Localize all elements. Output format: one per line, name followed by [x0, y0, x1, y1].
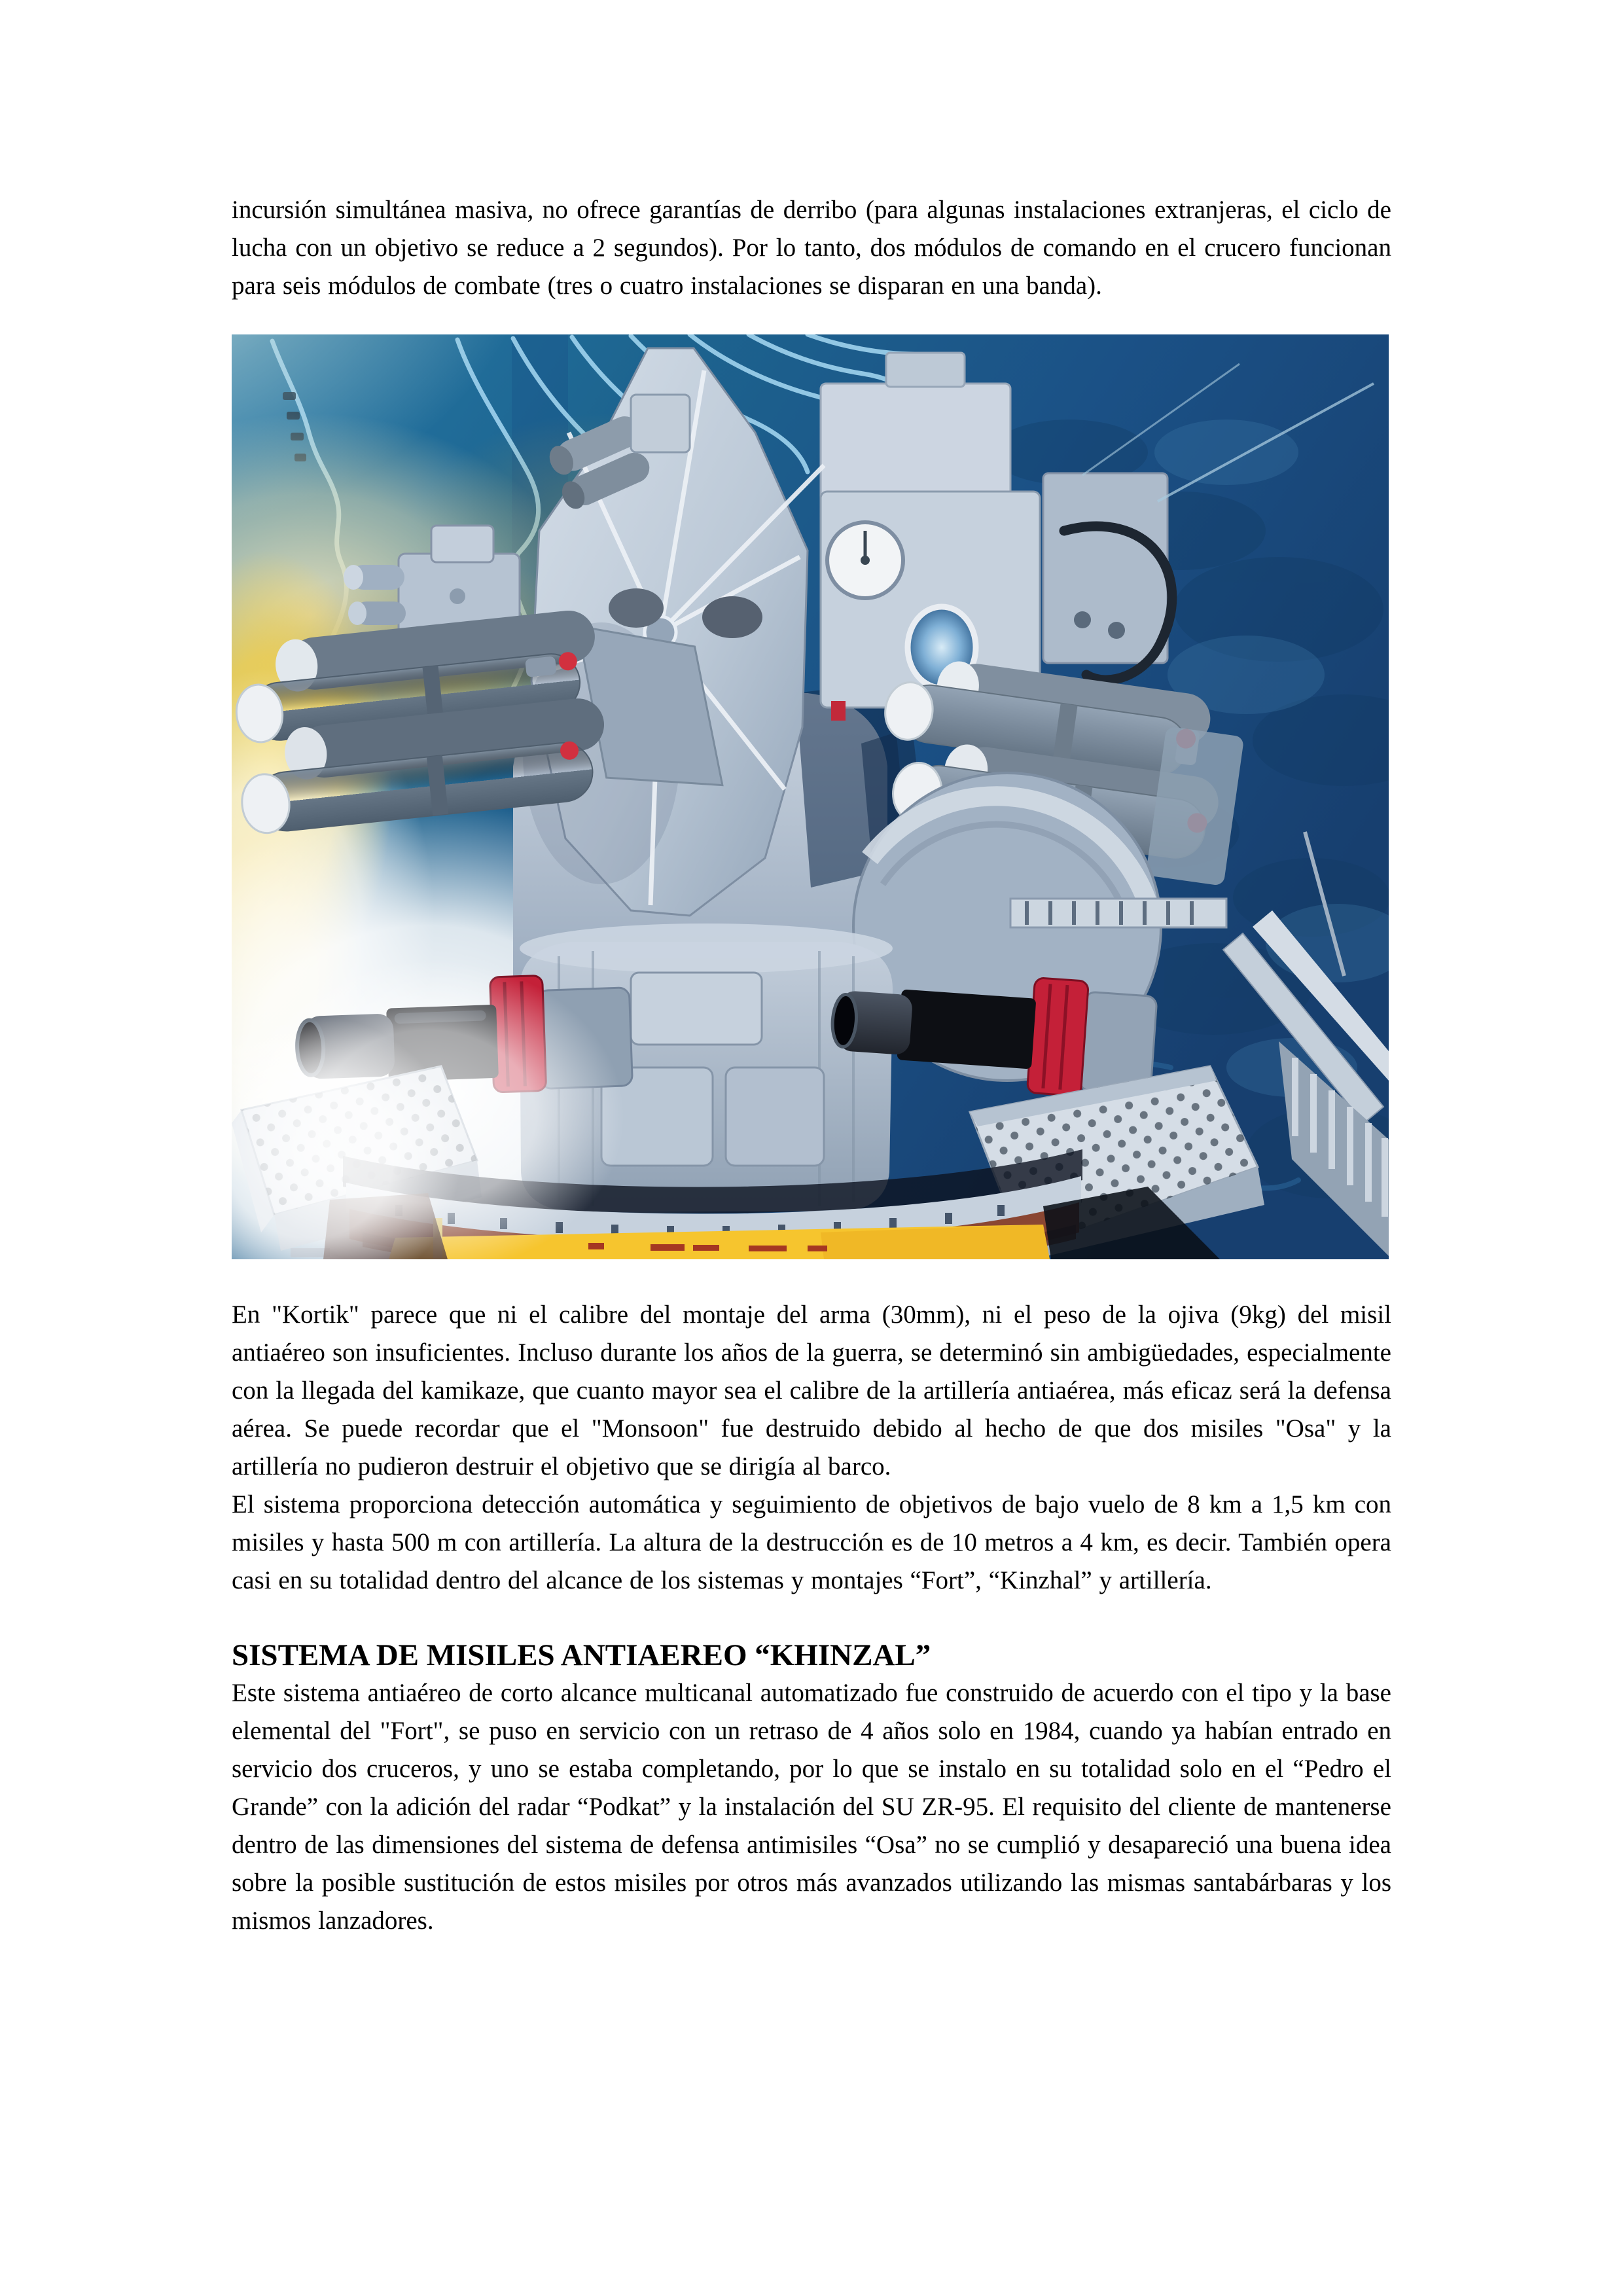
section-heading-khinzal: SISTEMA DE MISILES ANTIAEREO “KHINZAL” [232, 1638, 931, 1672]
paragraph-sistema: El sistema proporciona detección automática y seguimiento de objetivos de bajo vuelo de 8 km a 1,5 km con misiles y hasta 500 m con artillería. La altura de la destrucción es de 10 metros a 4 km, es decir. También opera casi en su totalidad dentro del alcance de los sistemas y montajes “Fort”, “Kinzhal” y artillería. [232, 1490, 1391, 1594]
paragraph-intro: incursión simultánea masiva, no ofrece garantías de derribo (para algunas instalaciones extranjeras, el ciclo de lucha con un objetivo se reduce a 2 segundos). Por lo tanto, dos módulos de comando en el crucero funcionan para seis módulos de combate (tres o cuatro instalaciones se disparan en una banda). [232, 196, 1391, 300]
ciws-photo-svg [232, 334, 1389, 1259]
text-column [232, 0, 1391, 1940]
paragraph-khinzal: Este sistema antiaéreo de corto alcance multicanal automatizado fue construido de acuerdo con el tipo y la base elemental del "Fort", se puso en servicio con un retraso de 4 años solo en 1984, cuando ya habían entrado en servicio dos cruceros, y uno se estaba completando, por lo que se instalo en su totalidad solo en el “Pedro el Grande” con la adición del radar “Podkat” y la instalación del SU ZR-95. El requisito del cliente de mantenerse dentro de las dimensiones del sistema de defensa antimisiles “Osa” no se cumplió y desapareció una buena idea sobre la posible sustitución de estos misiles por otros más avanzados utilizando las mismas santabárbaras y los mismos lanzadores. [232, 1679, 1391, 1935]
paragraph-kortik: En "Kortik" parece que ni el calibre del montaje del arma (30mm), ni el peso de la ojiva (9kg) del misil antiaéreo son insuficientes. Incluso durante los años de la guerra, se determinó sin ambigüedades, especialmente con la llegada del kamikaze, que cuanto mayor sea el calibre de la artillería antiaérea, más eficaz será la defensa aérea. Se puede recordar que el "Monsoon" fue destruido debido al hecho de que dos misiles "Osa" y la artillería no pudieron destruir el objetivo que se dirigía al barco. [232, 1300, 1391, 1480]
kortik-ciws-photo [232, 334, 1389, 1259]
